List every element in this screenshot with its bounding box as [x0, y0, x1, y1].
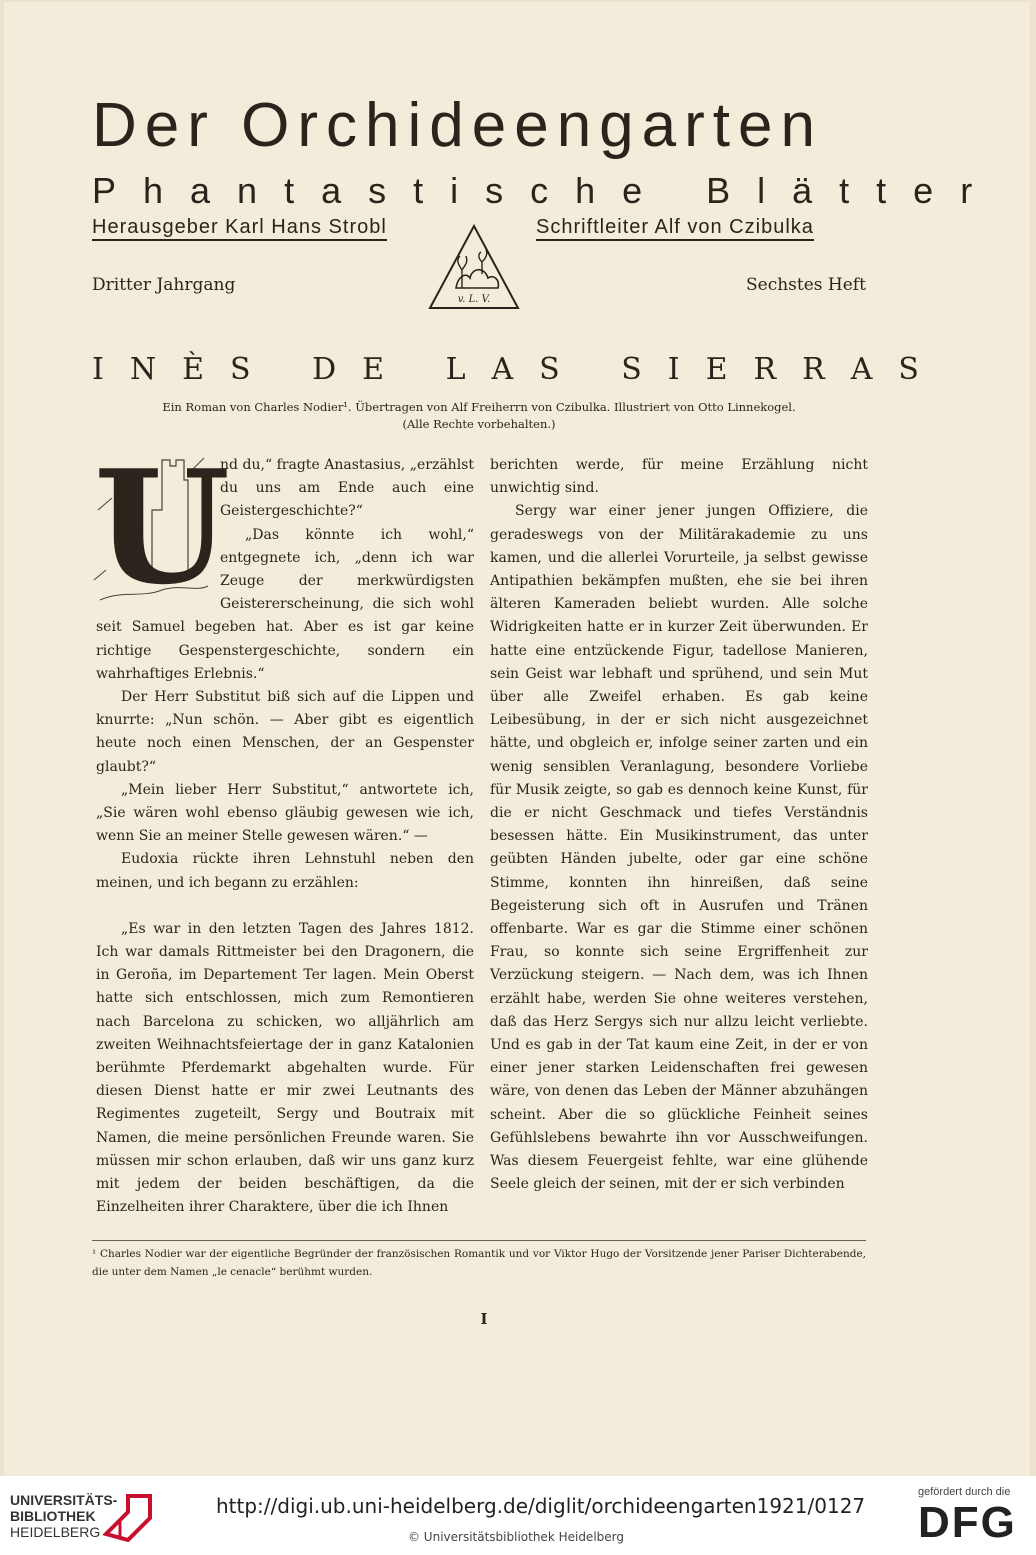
right-paragraph-1: berichten werde, für meine Erzählung nicht unwichtig sind. — [490, 457, 868, 497]
dropcap-letter: U — [94, 436, 231, 619]
permalink-url[interactable]: http://digi.ub.uni-heidelberg.de/diglit/orchideengarten1921/0127 — [216, 1494, 866, 1518]
left-paragraph-6: „Es war in den letzten Tagen des Jahres 1812. Ich war damals Rittmeister bei den Dragonern, die in Geroña, im Departement Ter lagen. Mein Oberst hatte sich entschlossen, mich zum Remontieren nach Barcelona zu schicken, wo alljährlich am zweiten Weihnachtsfeiertage der in ganz Katalonien berühmte Pferdemarkt abgehalten wurde. Für diesen Dienst hatte er mir zwei Leutnants des Regimentes zugeteilt, Sergy und Boutraix mit Namen, die meine persönlichen Freunde waren. Sie müssen mir schon erlauben, daß wir uns ganz kurz mit jedem der beiden beschäftigen, da die Einzelheiten ihrer Charaktere, über die ich Ihnen — [96, 920, 474, 1216]
library-line-1: UNIVERSITÄTS- — [10, 1492, 118, 1508]
right-column — [490, 454, 868, 1197]
magazine-page — [4, 2, 1030, 1476]
editor-credit: Herausgeber Karl Hans Strobl — [92, 216, 387, 241]
library-line-3: HEIDELBERG — [10, 1524, 101, 1540]
funding-notice: gefördert durch die — [918, 1486, 1011, 1498]
left-paragraph-1: nd du,“ fragte Anastasius, „erzählst du uns am Ende auch eine Geistergeschichte?“ — [220, 457, 474, 520]
issue-label: Sechstes Heft — [746, 275, 866, 295]
left-column — [94, 436, 474, 1220]
volume-label: Dritter Jahrgang — [92, 275, 236, 295]
right-paragraph-2: Sergy war einer jener jungen Offiziere, die geradeswegs von der Militärakademie zu uns kamen, und die allerlei Vorurteile, ja selbst gewisse Antipathien bekämpfen mußten, ehe sie bei ihren älteren Kameraden beliebt wurden. Alle solche Widrigkeiten hatte er in kurzer Zeit überwunden. Er hatte eine entzückende Figur, tadellose Manieren, sein Geist war lebhaft und sprühend, und sein Mut über alle Zweifel erhaben. Es gab keine Leibesübung, in der er sich nicht ausgezeichnet hätte, und obgleich er, infolge seiner zarten und ein wenig sensiblen Veranlagung, besondere Vorliebe für Musik zeigte, so gab es dennoch keine Kunst, für die er nicht Geschmack und tiefes Verständnis besessen hätte. Ein Musikinstrument, das unter geübten Händen jubelte, oder gar eine schöne Stimme, konnten ihn hinreißen, daß seine Begeisterung sich oft in Ausrufen und Tränen offenbarte. War es gar die Stimme einer schönen Frau, so konnte sich seine Ergriffenheit zur Verzückung steigern. — Nach dem, was ich Ihnen erzählt habe, werden Sie ohne weiteres verstehen, daß das Herz Sergys sich nur allzu leicht verliebte. Und es gab in der Tat kaum eine Zeit, in der er von einer jener starken Leidenschaften frei gewesen wäre, von denen das Leben der Männer abzuhängen scheint. Aber die so glückliche Feinheit seines Gefühlslebens bewahrte ihn vor Ausschweifungen. Was diesem Feuergeist fehlte, war eine glühende Seele gleich der seinen, mit der er sich verbinden — [490, 503, 868, 1193]
left-paragraph-4: „Mein lieber Herr Substitut,“ antwortete ich, „Sie wären wohl ebenso gläubig gewesen wie ich, wenn Sie an meiner Stelle gewesen wären.“ — — [96, 781, 474, 845]
dropcap-illustration — [92, 436, 231, 619]
magazine-title: Der Orchideengarten — [92, 91, 823, 160]
magazine-subtitle: Phantastische Blätter — [92, 170, 1000, 211]
footnote: ¹ Charles Nodier war der eigentliche Begründer der französischen Romantik und vor Viktor Hugo der Vorsitzende jener Pariser Dichterabende, die unter dem Namen „le cenacle“ berühmt wurden. — [92, 1248, 866, 1278]
dfg-logo: DFG — [918, 1498, 1017, 1547]
rights-notice: (Alle Rechte vorbehalten.) — [402, 417, 556, 431]
managing-editor-credit: Schriftleiter Alf von Czibulka — [536, 216, 814, 241]
footnote-divider — [92, 1240, 866, 1241]
left-paragraph-2: „Das könnte ich wohl,“ entgegnete ich, „denn ich war Zeuge der merkwürdigsten Geistererscheinung, die sich wohl seit Samuel begeben hat. Aber es ist gar keine richtige Gespenstergeschichte, sondern ein wahrhaftiges Erlebnis.“ — [96, 526, 474, 682]
left-paragraph-5: Eudoxia rückte ihren Lehnstuhl neben den meinen, und ich begann zu erzählen: — [96, 851, 474, 891]
paragraph-gap — [96, 895, 474, 918]
library-line-2: BIBLIOTHEK — [10, 1508, 96, 1524]
article-title: INÈS DE LAS SIERRAS — [92, 352, 945, 387]
logo-initials: v. L. V. — [457, 294, 491, 305]
viewer-footer — [0, 1476, 1036, 1555]
left-paragraph-3: Der Herr Substitut biß sich auf die Lippen und knurrte: „Nun schön. — Aber gibt es eigentlich heute noch einen Menschen, der an Gespenster glaubt?“ — [96, 689, 474, 775]
publisher-logo — [426, 222, 522, 314]
page-number: I — [480, 1310, 488, 1328]
university-library-logo-icon — [98, 1490, 158, 1542]
article-byline: Ein Roman von Charles Nodier¹. Übertragen von Alf Freiherrn von Czibulka. Illustriert von Otto Linnekogel. — [162, 400, 796, 414]
copyright-notice: © Universitätsbibliothek Heidelberg — [407, 1530, 624, 1544]
